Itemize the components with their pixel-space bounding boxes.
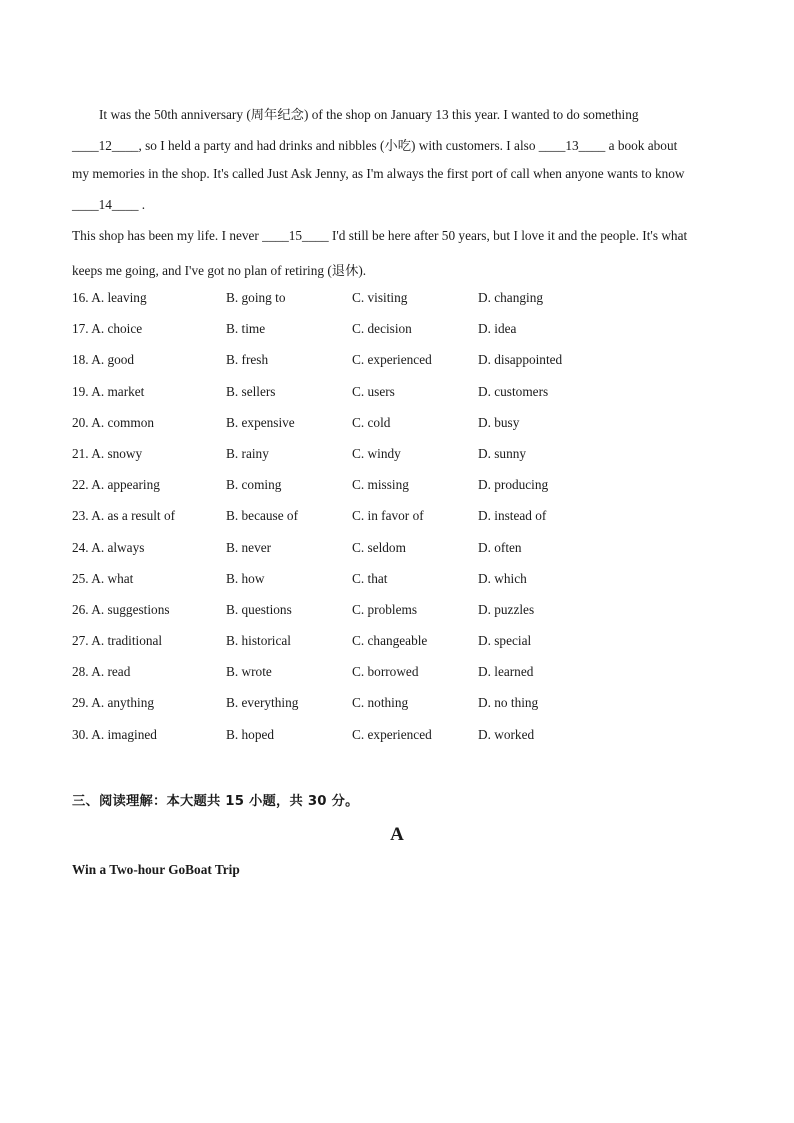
option-a: 20. A. common bbox=[72, 414, 154, 430]
option-b: B. sellers bbox=[226, 383, 276, 399]
option-a: 22. A. appearing bbox=[72, 477, 160, 493]
option-a: 29. A. anything bbox=[72, 695, 154, 711]
passage-title: Win a Two-hour GoBoat Trip bbox=[72, 862, 240, 877]
option-c: C. users bbox=[352, 383, 395, 399]
option-b: B. fresh bbox=[226, 352, 269, 368]
option-c: C. changeable bbox=[352, 633, 428, 649]
option-d: D. changing bbox=[478, 290, 543, 305]
passage-letter: A bbox=[390, 824, 404, 845]
section-heading: 三、阅读理解：本大题共 15 小题，共 30 分。 bbox=[72, 794, 359, 809]
option-d: D. producing bbox=[478, 477, 549, 493]
option-a: 21. A. snowy bbox=[72, 445, 143, 461]
passage-line-2: ____12____, so I held a party and had drinks and nibbles (小吃) with customers. I also ____13____ a book about bbox=[72, 138, 678, 153]
option-b: B. how bbox=[226, 570, 265, 586]
option-b: B. never bbox=[226, 539, 272, 555]
option-a: 16. A. leaving bbox=[72, 290, 147, 305]
option-a: 25. A. what bbox=[72, 570, 134, 586]
option-c: C. windy bbox=[352, 445, 401, 461]
option-d: D. which bbox=[478, 570, 527, 586]
option-c: C. cold bbox=[352, 414, 391, 430]
option-a: 28. A. read bbox=[72, 664, 131, 680]
passage-line-6: keeps me going, and I've got no plan of retiring (退休). bbox=[72, 263, 367, 278]
option-b: B. coming bbox=[226, 477, 282, 493]
option-d: D. disappointed bbox=[478, 352, 563, 368]
option-d: D. puzzles bbox=[478, 601, 535, 617]
passage-line-1: It was the 50th anniversary (周年纪念) of the shop on January 13 this year. I wanted to do something bbox=[99, 107, 639, 122]
option-b: B. time bbox=[226, 321, 266, 337]
option-a: 27. A. traditional bbox=[72, 633, 163, 649]
option-d: D. often bbox=[478, 539, 522, 555]
option-d: D. busy bbox=[478, 414, 520, 430]
option-a: 23. A. as a result of bbox=[72, 508, 176, 524]
option-d: D. worked bbox=[478, 726, 535, 742]
option-d: D. sunny bbox=[478, 445, 527, 461]
passage-line-5: This shop has been my life. I never ____15____ I'd still be here after 50 years, but I love it and the people. It's what bbox=[72, 228, 688, 243]
option-c: C. in favor of bbox=[352, 508, 424, 524]
option-a: 30. A. imagined bbox=[72, 726, 157, 742]
option-b: B. wrote bbox=[226, 664, 272, 680]
option-d: D. idea bbox=[478, 321, 517, 337]
option-a: 18. A. good bbox=[72, 352, 135, 368]
passage-line-3: my memories in the shop. It's called Just Ask Jenny, as I'm always the first port of call when anyone wants to know bbox=[72, 166, 685, 181]
option-b: B. rainy bbox=[226, 445, 269, 461]
option-d: D. customers bbox=[478, 383, 549, 399]
passage-line-4: ____14____ . bbox=[72, 197, 146, 212]
option-c: C. visiting bbox=[352, 290, 408, 305]
option-b: B. hoped bbox=[226, 726, 275, 742]
option-b: B. historical bbox=[226, 633, 291, 649]
option-b: B. going to bbox=[226, 290, 286, 305]
option-c: C. nothing bbox=[352, 695, 409, 711]
option-c: C. borrowed bbox=[352, 664, 419, 680]
option-b: B. questions bbox=[226, 601, 292, 617]
option-c: C. that bbox=[352, 570, 388, 586]
option-b: B. because of bbox=[226, 508, 298, 524]
option-b: B. everything bbox=[226, 695, 299, 711]
option-d: D. instead of bbox=[478, 508, 547, 524]
option-c: C. seldom bbox=[352, 539, 406, 555]
option-a: 26. A. suggestions bbox=[72, 601, 170, 617]
option-c: C. missing bbox=[352, 477, 409, 493]
option-c: C. problems bbox=[352, 601, 418, 617]
option-a: 19. A. market bbox=[72, 383, 145, 399]
option-d: D. learned bbox=[478, 664, 534, 680]
option-c: C. experienced bbox=[352, 726, 432, 742]
option-c: C. experienced bbox=[352, 352, 432, 368]
option-c: C. decision bbox=[352, 321, 412, 337]
option-b: B. expensive bbox=[226, 414, 295, 430]
option-a: 17. A. choice bbox=[72, 321, 143, 337]
option-d: D. no thing bbox=[478, 695, 539, 711]
option-d: D. special bbox=[478, 633, 532, 649]
option-a: 24. A. always bbox=[72, 539, 145, 555]
